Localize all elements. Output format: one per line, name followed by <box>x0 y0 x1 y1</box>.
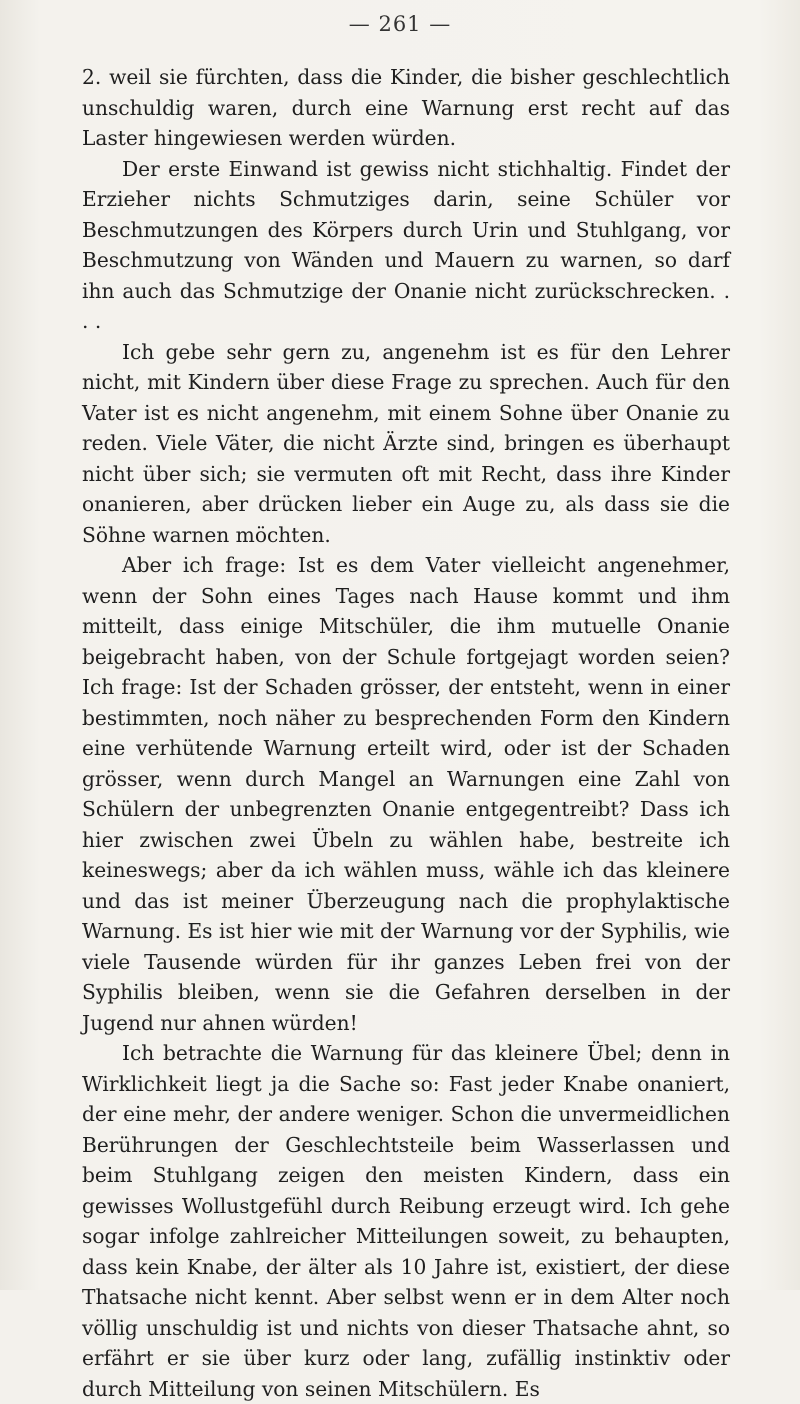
paragraph-1: 2. weil sie fürchten, dass die Kinder, die bisher geschlechtlich unschuldig waren, durch eine Warnung erst recht auf das Laster hingewiesen werden würden. <box>82 65 730 150</box>
page-number-header: — 261 — <box>348 12 452 36</box>
body-text <box>82 62 730 1404</box>
paragraph-2: Der erste Einwand ist gewiss nicht stichhaltig. Findet der Erzieher nichts Schmutziges darin, seine Schüler vor Beschmutzungen des Körpers durch Urin und Stuhlgang, vor Beschmutzung von Wänden und Mauern zu warnen, so darf ihn auch das Schmutzige der Onanie nicht zurückschrecken. . . . <box>82 156 730 333</box>
paragraph-3: Ich gebe sehr gern zu, angenehm ist es für den Lehrer nicht, mit Kindern über diese Frage zu sprechen. Auch für den Vater ist es nicht angenehm, mit einem Sohne über Onanie zu reden. Viele Väter, die nicht Ärzte sind, bringen es überhaupt nicht über sich; sie vermuten oft mit Recht, dass ihre Kinder onanieren, aber drücken lieber ein Auge zu, als dass sie die Söhne warnen möchten. <box>82 339 730 547</box>
paragraph-4: Aber ich frage: Ist es dem Vater vielleicht angenehmer, wenn der Sohn eines Tages nach Hause kommt und ihm mitteilt, dass einige Mitschüler, die ihm mutuelle Onanie beigebracht haben, von der Schule fortgejagt worden seien? Ich frage: Ist der Schaden grösser, der entsteht, wenn in einer bestimmten, noch näher zu besprechenden Form den Kindern eine verhütende Warnung erteilt wird, oder ist der Schaden grösser, wenn durch Mangel an Warnungen eine Zahl von Schülern der unbegrenzten Onanie entgegentreibt? Dass ich hier zwischen zwei Übeln zu wählen habe, bestreite ich keineswegs; aber da ich wählen muss, wähle ich das kleinere und das ist meiner Überzeugung nach die prophylaktische Warnung. Es ist hier wie mit der Warnung vor der Syphilis, wie viele Tausende würden für ihr ganzes Leben frei von der Syphilis bleiben, wenn sie die Gefahren derselben in der Jugend nur ahnen würden! <box>82 553 730 1035</box>
paragraph-5: Ich betrachte die Warnung für das kleinere Übel; denn in Wirklichkeit liegt ja die Sache so: Fast jeder Knabe onaniert, der eine mehr, der andere weniger. Schon die unvermeidlichen Berührungen der Geschlechtsteile beim Wasserlassen und beim Stuhlgang zeigen den meisten Kindern, dass ein gewisses Wollustgefühl durch Reibung erzeugt wird. Ich gehe sogar infolge zahlreicher Mitteilungen soweit, zu behaupten, dass kein Knabe, der älter als 10 Jahre ist, existiert, der diese Thatsache nicht kennt. Aber selbst wenn er in dem Alter noch völlig unschuldig ist und nichts von dieser Thatsache ahnt, so erfährt er sie über kurz oder lang, zufällig instinktiv oder durch Mitteilung von seinen Mitschülern. Es <box>82 1041 730 1401</box>
